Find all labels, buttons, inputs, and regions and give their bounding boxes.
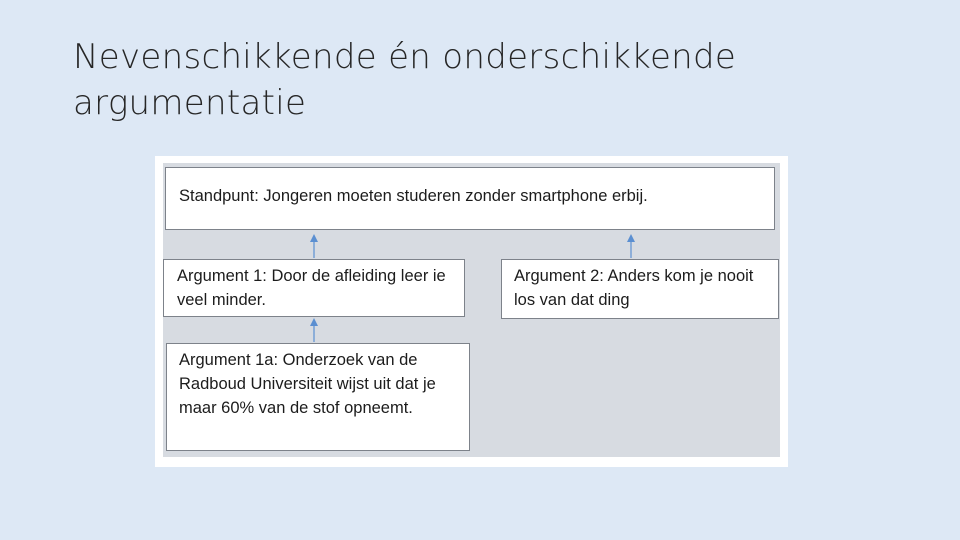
standpoint-text: Standpunt: Jongeren moeten studeren zonder smartphone erbij.: [179, 187, 648, 205]
slide-title-line-1: Nevenschikkende én onderschikkende: [73, 37, 737, 77]
argument-1a-text: Argument 1a: Onderzoek van de Radboud Universiteit wijst uit dat je maar 60% van de stof opneemt.: [179, 351, 436, 417]
argument-1-text: Argument 1: Door de afleiding leer ie veel minder.: [177, 267, 446, 309]
argument-2-text: Argument 2: Anders kom je nooit los van dat ding: [514, 267, 754, 309]
argument-2-box: [501, 259, 779, 319]
slide-title-line-2: argumentatie: [73, 83, 307, 123]
argument-1a-box: [166, 343, 470, 451]
argument-1-box: [163, 259, 465, 317]
slide-title: [73, 34, 873, 126]
standpoint-box: [165, 167, 775, 230]
